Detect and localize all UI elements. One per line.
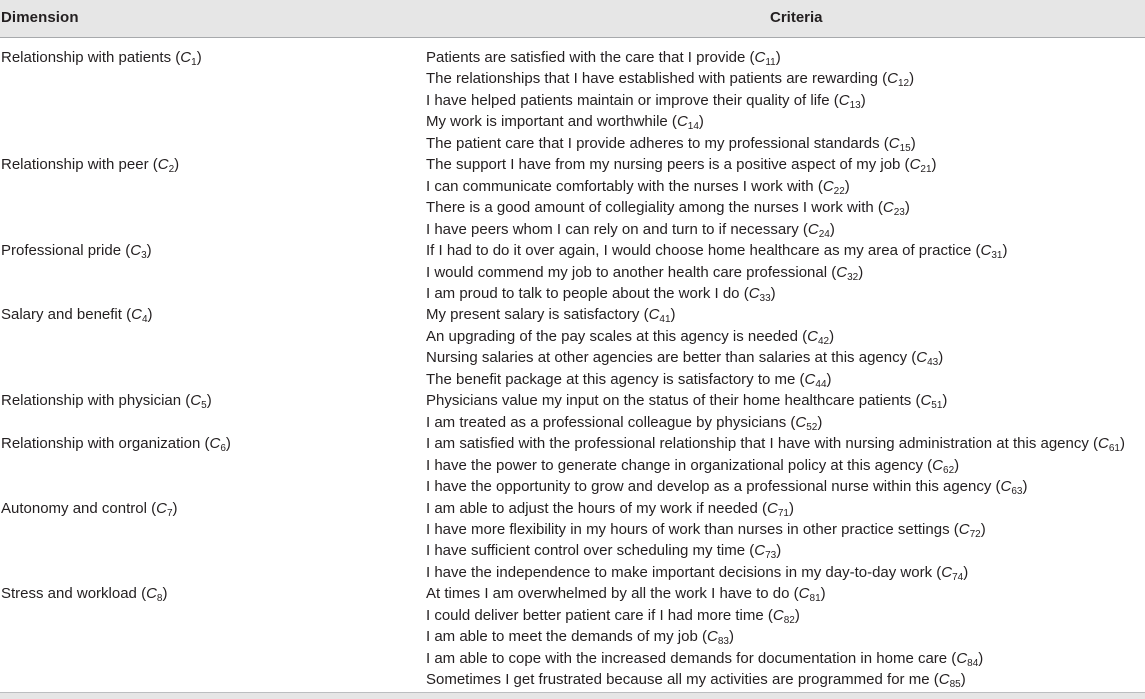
dimension-code-subscript: 3 xyxy=(141,250,147,262)
criterion-code xyxy=(798,585,821,605)
criterion-text: My work is important and worthwhile xyxy=(426,113,668,131)
criterion-text: I am treated as a professional colleague by physicians xyxy=(426,413,787,431)
criterion-code-subscript: 62 xyxy=(943,464,955,476)
criterion-text: If I had to do it over again, I would choose home healthcare as my area of practice xyxy=(426,242,972,260)
criterion-code xyxy=(795,414,817,431)
criterion-code-letter: C xyxy=(838,91,850,109)
criterion-text: The benefit package at this agency is satisfactory to me xyxy=(426,370,796,388)
criterion-code-letter: C xyxy=(887,70,898,88)
criterion-item: The support I have from my nursing peers is a positive aspect of my job $(C_{21})$ xyxy=(426,156,937,176)
criterion-code xyxy=(956,650,978,667)
table-header-row xyxy=(0,0,1145,38)
criterion-item: Nursing salaries at other agencies are better than salaries at this agency $(C_{43})$ xyxy=(426,349,944,369)
table-row-group xyxy=(0,240,1145,304)
criterion-code-letter: C xyxy=(920,392,932,410)
criterion-code-subscript: 71 xyxy=(777,507,789,519)
dimension-cell: Autonomy and control $(C_7)$ xyxy=(1,499,178,519)
criterion-item: Sometimes I get frustrated because all my activities are programmed for me $(C_{85})$ xyxy=(426,671,966,691)
dimension-code-subscript: 7 xyxy=(166,507,173,519)
criterion-code-letter: C xyxy=(754,49,766,66)
criterion-code-subscript: 41 xyxy=(659,314,671,326)
criterion-code-subscript: 43 xyxy=(927,357,939,369)
criterion-code-letter: C xyxy=(941,563,953,581)
criterion-code xyxy=(836,264,858,281)
criterion-code xyxy=(909,156,932,176)
criterion-code-subscript: 15 xyxy=(899,142,911,154)
criterion-text: Sometimes I get frustrated because all my activities are programmed for me xyxy=(426,671,930,689)
criterion-code xyxy=(807,328,829,345)
criterion-code-subscript: 33 xyxy=(759,292,771,304)
criterion-code xyxy=(823,178,845,195)
dimension-code-letter: C xyxy=(209,435,221,453)
criterion-text: I could deliver better patient care if I had more time xyxy=(426,606,764,624)
criterion-text: Nursing salaries at other agencies are better than salaries at this agency xyxy=(426,349,908,367)
dimension-code-letter: C xyxy=(190,392,202,410)
criterion-code xyxy=(941,564,963,581)
criterion-text: Patients are satisfied with the care that I provide xyxy=(426,49,746,66)
dimension-code xyxy=(146,585,163,605)
criterion-code-subscript: 23 xyxy=(893,207,905,219)
dimension-code xyxy=(180,49,196,66)
criterion-code-letter: C xyxy=(804,370,816,388)
dimension-cell: Relationship with physician $(C_5)$ xyxy=(1,392,212,412)
criterion-code-letter: C xyxy=(706,628,718,646)
criterion-code-subscript: 81 xyxy=(809,593,821,605)
criterion-item: Patients are satisfied with the care that I provide $(C_{11})$ xyxy=(426,49,781,68)
criterion-code-subscript: 52 xyxy=(806,421,818,433)
criterion-code xyxy=(805,371,827,388)
criterion-item: I would commend my job to another health care professional $(C_{32})$ xyxy=(426,263,864,283)
criterion-code-subscript: 14 xyxy=(687,121,699,133)
criterion-code-letter: C xyxy=(795,413,807,431)
criterion-item: I have the independence to make important decisions in my day-to-day work $(C_{74})$ xyxy=(426,563,969,583)
criterion-code-letter: C xyxy=(648,306,660,324)
dimension-code-subscript: 5 xyxy=(201,400,207,412)
criterion-code-letter: C xyxy=(932,456,944,474)
criteria-cell xyxy=(426,154,1145,240)
criterion-code xyxy=(889,135,911,152)
criterion-code xyxy=(882,199,905,219)
criterion-text: The patient care that I provide adheres to my professional standards xyxy=(426,134,880,152)
criterion-item: I have sufficient control over scheduling my time $(C_{73})$ xyxy=(426,542,782,562)
criterion-text: An upgrading of the pay scales at this agency is needed xyxy=(426,327,798,345)
criterion-item: At times I am overwhelmed by all the work I have to do $(C_{81})$ xyxy=(426,585,826,605)
criterion-code-subscript: 85 xyxy=(949,679,961,691)
criterion-item: My work is important and worthwhile $(C_{14})$ xyxy=(426,113,704,133)
dimension-label: Relationship with physician xyxy=(1,392,182,410)
dimension-cell: Professional pride $(C_3)$ xyxy=(1,242,152,262)
criterion-code xyxy=(767,500,789,517)
criterion-code-letter: C xyxy=(798,585,810,603)
criterion-text: The support I have from my nursing peers is a positive aspect of my job xyxy=(426,156,901,174)
dimension-code xyxy=(130,242,147,262)
dimension-code-letter: C xyxy=(180,49,192,66)
dimension-label: Relationship with peer xyxy=(1,156,149,174)
criterion-item: My present salary is satisfactory $(C_{41})$ xyxy=(426,306,676,326)
dimension-code xyxy=(156,500,172,517)
dimension-cell: Relationship with peer $(C_2)$ xyxy=(1,156,180,176)
dimension-cell: Stress and workload $(C_8)$ xyxy=(1,585,168,605)
criterion-text: I have more flexibility in my hours of work than nurses in other practice settings xyxy=(426,520,950,538)
criterion-text: I am able to meet the demands of my job xyxy=(426,628,698,646)
criterion-code-letter: C xyxy=(822,177,834,195)
criterion-text: I am able to cope with the increased demands for documentation in home care xyxy=(426,649,948,667)
dimension-code-subscript: 1 xyxy=(191,57,197,68)
criterion-code-subscript: 74 xyxy=(952,571,964,583)
criterion-code xyxy=(920,392,943,412)
criterion-code-letter: C xyxy=(807,327,818,345)
criterion-code-letter: C xyxy=(807,220,819,238)
criteria-cell xyxy=(426,583,1145,690)
criterion-code-subscript: 44 xyxy=(815,378,827,390)
criterion-code-letter: C xyxy=(909,156,921,174)
criterion-item: There is a good amount of collegiality among the nurses I work with $(C_{23})$ xyxy=(426,199,910,219)
table-row-group xyxy=(0,390,1145,433)
criterion-item: I am treated as a professional colleague by physicians $(C_{52})$ xyxy=(426,413,823,433)
criterion-code-subscript: 21 xyxy=(920,164,932,176)
criterion-code xyxy=(676,113,699,133)
dimension-label: Salary and benefit xyxy=(1,306,122,324)
criterion-code xyxy=(959,521,981,538)
dimension-cell: Salary and benefit $(C_4)$ xyxy=(1,306,153,326)
table-row-group xyxy=(0,154,1145,240)
criterion-item: Physicians value my input on the status of their home healthcare patients $(C_{51})$ xyxy=(426,392,948,412)
criterion-code-letter: C xyxy=(767,499,778,517)
criterion-code-letter: C xyxy=(888,134,900,152)
criterion-code xyxy=(887,70,910,90)
criterion-item: I am able to meet the demands of my job $(C_{83})$ xyxy=(426,628,734,648)
criterion-item: The relationships that I have established with patients are rewarding $(C_{12})$ xyxy=(426,70,915,90)
criterion-code xyxy=(980,242,1003,262)
dimension-label: Autonomy and control xyxy=(1,499,147,517)
dimension-code xyxy=(131,306,148,326)
criterion-code-subscript: 31 xyxy=(991,250,1003,262)
criterion-code-subscript: 42 xyxy=(817,335,830,347)
header-criteria: Criteria xyxy=(770,9,823,26)
criterion-code-subscript: 61 xyxy=(1108,443,1120,455)
dimension-code-letter: C xyxy=(146,585,157,603)
criterion-text: I have the opportunity to grow and develop as a professional nurse within this agency xyxy=(426,478,992,496)
dimension-code-subscript: 4 xyxy=(141,314,148,326)
criterion-code xyxy=(1000,478,1023,498)
criterion-item: I am satisfied with the professional relationship that I have with nursing administration at this agency $(C_{61})$ xyxy=(426,435,1125,455)
criterion-code-letter: C xyxy=(772,606,784,624)
criterion-code-letter: C xyxy=(836,263,848,281)
criterion-code-subscript: 12 xyxy=(897,78,910,90)
table-row-group xyxy=(0,304,1145,390)
criterion-code-letter: C xyxy=(882,199,894,217)
criteria-cell xyxy=(426,433,1145,497)
dimension-code-letter: C xyxy=(131,306,142,324)
criteria-cell xyxy=(426,304,1145,390)
criterion-item: If I had to do it over again, I would choose home healthcare as my area of practice $(C_{31})$ xyxy=(426,242,1008,262)
criteria-cell xyxy=(426,390,1145,433)
criterion-text: I am proud to talk to people about the work I do xyxy=(426,284,740,302)
criterion-code-subscript: 84 xyxy=(967,657,979,669)
criterion-code-letter: C xyxy=(748,284,760,302)
dimension-label: Relationship with patients xyxy=(1,49,172,66)
dimension-code-subscript: 2 xyxy=(168,164,175,176)
criteria-cell xyxy=(426,240,1145,304)
table-row-group xyxy=(0,47,1145,154)
header-dimension: Dimension xyxy=(1,9,79,26)
criterion-code xyxy=(916,349,939,369)
criterion-item: I could deliver better patient care if I had more time $(C_{82})$ xyxy=(426,606,800,626)
criterion-code-letter: C xyxy=(754,542,766,560)
criterion-text: I have sufficient control over scheduling my time xyxy=(426,542,746,560)
criterion-text: My present salary is satisfactory xyxy=(426,306,640,324)
criterion-code-subscript: 13 xyxy=(849,99,861,111)
dimension-code-subscript: 8 xyxy=(156,593,163,605)
dimension-code-letter: C xyxy=(130,242,142,260)
criterion-code-subscript: 22 xyxy=(833,185,845,197)
criterion-text: Physicians value my input on the status of their home healthcare patients xyxy=(426,392,912,410)
criterion-item: I have helped patients maintain or improve their quality of life $(C_{13})$ xyxy=(426,91,866,111)
criterion-text: I have the independence to make important decisions in my day-to-day work xyxy=(426,563,933,581)
criterion-item: I have the opportunity to grow and develop as a professional nurse within this agency $(C_{63})$ xyxy=(426,478,1028,498)
criterion-text: I would commend my job to another health care professional xyxy=(426,263,828,281)
dimension-code-subscript: 6 xyxy=(220,443,226,455)
criterion-code-subscript: 63 xyxy=(1011,486,1023,498)
table-bottom-rule xyxy=(0,692,1145,699)
criterion-code-letter: C xyxy=(676,113,688,131)
dimension-cell: Relationship with organization $(C_6)$ xyxy=(1,435,231,455)
criterion-item: I am able to cope with the increased demands for documentation in home care $(C_{84})$ xyxy=(426,649,984,669)
criterion-text: I am able to adjust the hours of my work if needed xyxy=(426,499,758,517)
criterion-text: The relationships that I have established with patients are rewarding xyxy=(426,70,878,88)
criterion-code-letter: C xyxy=(938,671,950,689)
criterion-code-letter: C xyxy=(980,242,992,260)
criterion-text: At times I am overwhelmed by all the work I have to do xyxy=(426,585,790,603)
criterion-item: An upgrading of the pay scales at this agency is needed $(C_{42})$ xyxy=(426,327,835,347)
criterion-text: There is a good amount of collegiality among the nurses I work with xyxy=(426,199,874,217)
dimension-label: Stress and workload xyxy=(1,585,137,603)
criterion-code xyxy=(932,457,954,474)
table-row-group xyxy=(0,498,1145,584)
criterion-item: I can communicate comfortably with the nurses I work with $(C_{22})$ xyxy=(426,177,850,197)
criterion-item: I have the power to generate change in organizational policy at this agency $(C_{62})$ xyxy=(426,456,960,476)
criteria-cell xyxy=(426,47,1145,154)
criterion-code-subscript: 73 xyxy=(765,550,777,562)
criterion-item: I am proud to talk to people about the work I do $(C_{33})$ xyxy=(426,284,776,304)
dimension-code-letter: C xyxy=(156,499,167,517)
criterion-text: I have helped patients maintain or improve their quality of life xyxy=(426,91,830,109)
criterion-code-subscript: 32 xyxy=(847,271,859,283)
criterion-text: I have the power to generate change in organizational policy at this agency xyxy=(426,456,923,474)
criterion-code-letter: C xyxy=(1098,435,1109,453)
dimension-code xyxy=(157,156,175,176)
table-row-group xyxy=(0,433,1145,497)
criterion-text: I can communicate comfortably with the nurses I work with xyxy=(426,177,814,195)
criterion-code-subscript: 72 xyxy=(969,528,981,540)
criterion-code xyxy=(749,285,771,302)
criterion-item: The benefit package at this agency is satisfactory to me $(C_{44})$ xyxy=(426,370,832,390)
criterion-item: I am able to adjust the hours of my work if needed $(C_{71})$ xyxy=(426,499,794,519)
criterion-code-subscript: 83 xyxy=(717,636,729,648)
criterion-code xyxy=(773,607,795,624)
dimension-cell: Relationship with patients $(C_1)$ xyxy=(1,49,202,68)
criterion-code-subscript: 11 xyxy=(765,57,776,68)
dimension-code xyxy=(190,392,207,412)
criterion-code xyxy=(648,306,671,326)
dimension-code xyxy=(209,435,226,455)
table-body xyxy=(0,47,1145,691)
criterion-item: I have peers whom I can rely on and turn to if necessary $(C_{24})$ xyxy=(426,220,835,240)
criterion-code xyxy=(938,671,961,691)
dimension-label: Professional pride xyxy=(1,242,122,260)
criterion-code xyxy=(839,92,861,109)
criterion-code xyxy=(808,221,830,238)
criterion-item: The patient care that I provide adheres to my professional standards $(C_{15})$ xyxy=(426,134,916,154)
criterion-code-subscript: 51 xyxy=(931,400,943,412)
table-row-group xyxy=(0,583,1145,690)
dimension-code-letter: C xyxy=(157,156,169,174)
criterion-text: I have peers whom I can rely on and turn to if necessary xyxy=(426,220,799,238)
dimension-label: Relationship with organization xyxy=(1,435,201,453)
criterion-code-letter: C xyxy=(916,349,928,367)
criterion-code xyxy=(754,542,777,562)
criterion-code-letter: C xyxy=(956,649,968,667)
criterion-code xyxy=(1098,435,1120,455)
criterion-code xyxy=(755,49,776,66)
criterion-item: I have more flexibility in my hours of work than nurses in other practice settings $(C_{72})$ xyxy=(426,520,986,540)
criterion-code-letter: C xyxy=(958,520,970,538)
criterion-code-subscript: 82 xyxy=(783,614,795,626)
criterion-code-subscript: 24 xyxy=(818,228,830,240)
criteria-cell xyxy=(426,498,1145,584)
criterion-code xyxy=(706,628,729,648)
criterion-text: I am satisfied with the professional relationship that I have with nursing administration at this agency xyxy=(426,435,1089,453)
criterion-code-letter: C xyxy=(1000,478,1012,496)
